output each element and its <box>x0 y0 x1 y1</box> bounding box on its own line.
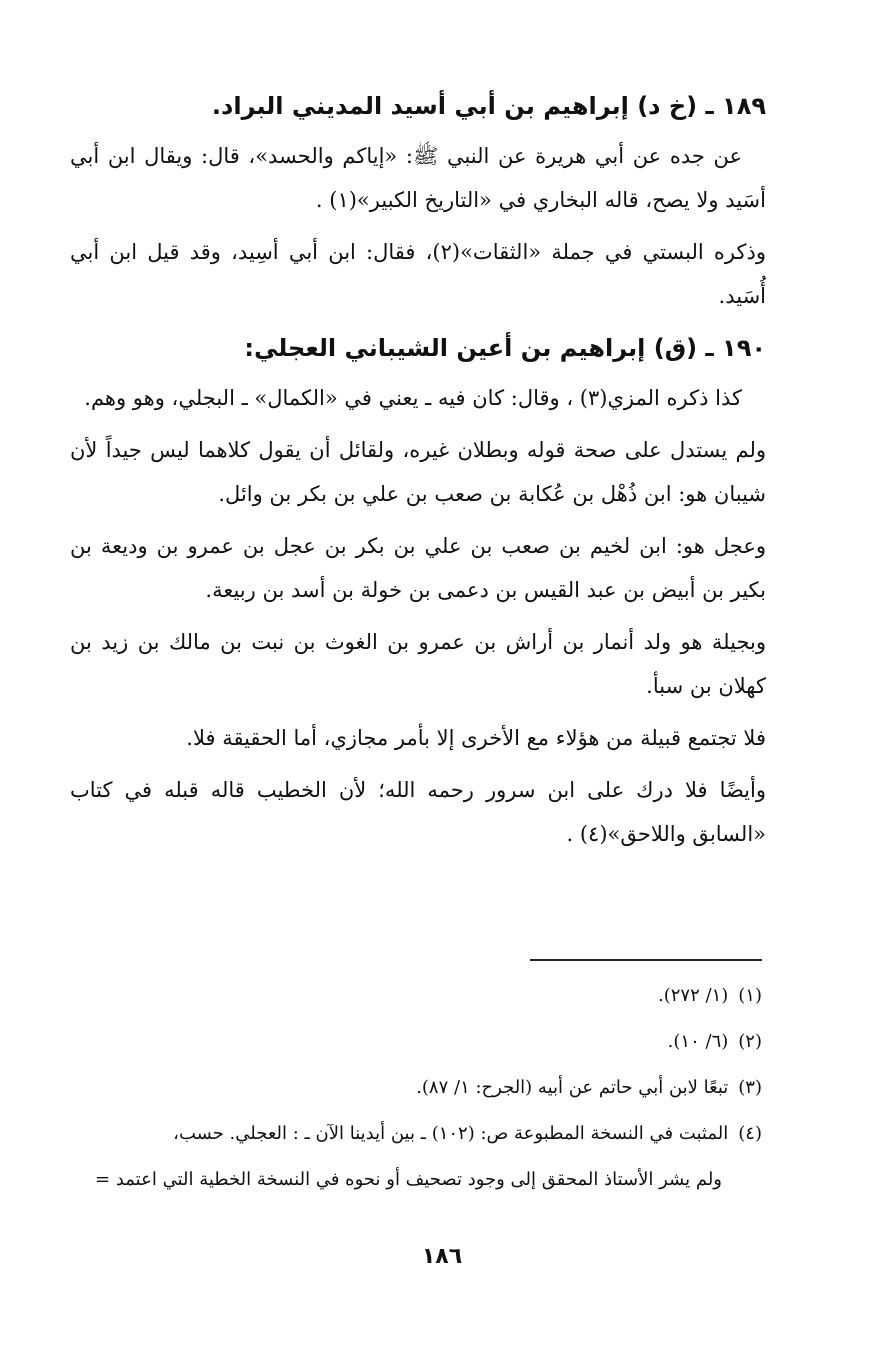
page-number: ١٨٦ <box>421 1244 463 1269</box>
footnote <box>40 973 762 1019</box>
entry-189-paragraph: وذكره البستي في جملة «الثقات»(٢)، فقال: ابن أبي أسِيد، وقد قيل ابن أبي أُسَيد. <box>70 240 766 308</box>
footnote-mark: (٢) <box>738 1031 762 1052</box>
entry-190-paragraph: فلا تجتمع قبيلة من هؤلاء مع الأخرى إلا بأمر مجازي، أما الحقيقة فلا. <box>186 726 766 750</box>
entry-190-paragraph: وأيضًا فلا درك على ابن سرور رحمه الله؛ لأن الخطيب قاله قبله في كتاب «السابق واللاحق»(٤) . <box>70 778 766 846</box>
footnote-text: تبعًا لابن أبي حاتم عن أبيه (الجرح: ١/ ٨٧). <box>416 1077 729 1098</box>
entry-190-paragraph: وعجل هو: ابن لخيم بن صعب بن علي بن بكر بن عجل بن عمرو بن وديعة بن بكير بن أبيض بن عبد القيس بن دعمى بن خولة بن أسد بن ربيعة. <box>70 534 766 602</box>
entry-189-heading: ١٨٩ ـ (خ د) إبراهيم بن أبي أسيد المديني البراد. <box>211 92 766 120</box>
entry-190-paragraph: وبجيلة هو ولد أنمار بن أراش بن عمرو بن الغوث بن نبت بن مالك بن زيد بن كهلان بن سبأ. <box>70 630 766 698</box>
footnote-mark: (٣) <box>738 1077 762 1098</box>
footnote-divider <box>530 959 762 961</box>
entry-189-paragraph: عن جده عن أبي هريرة عن النبي ﷺ: «إياكم والحسد»، قال: ويقال ابن أبي أسَيد ولا يصح، قاله البخاري في «التاريخ الكبير»(١) . <box>70 144 766 212</box>
footnote <box>40 1111 762 1157</box>
entry-190-paragraph: ولم يستدل على صحة قوله وبطلان غيره، ولقائل أن يقول كلاهما ليس جيداً لأن شيبان هو: ابن ذُهْل بن عُكابة بن صعب بن علي بن بكر بن وائل. <box>70 438 766 506</box>
main-text <box>70 84 766 864</box>
entry-190-heading: ١٩٠ ـ (ق) إبراهيم بن أعين الشيباني العجلي: <box>244 334 766 362</box>
footnote-text: (٦/ ١٠). <box>667 1031 729 1052</box>
entry-190-paragraph: كذا ذكره المزي(٣) ، وقال: كان فيه ـ يعني في «الكمال» ـ البجلي، وهو وهم. <box>84 386 742 410</box>
footnote-mark: (١) <box>738 985 762 1006</box>
footnote-text: (١/ ٢٧٢). <box>658 985 729 1006</box>
footnote-mark: (٤) <box>738 1123 762 1144</box>
footnote-continuation: ولم يشر الأستاذ المحقق إلى وجود تصحيف أو نحوه في النسخة الخطية التي اعتمد = <box>95 1169 722 1190</box>
footnote <box>40 1065 762 1111</box>
footnote-text: المثبت في النسخة المطبوعة ص: (١٠٢) ـ بين أيدينا الآن ـ : العجلي. حسب، <box>173 1123 729 1144</box>
footnote <box>40 1019 762 1065</box>
footnotes <box>40 973 762 1203</box>
